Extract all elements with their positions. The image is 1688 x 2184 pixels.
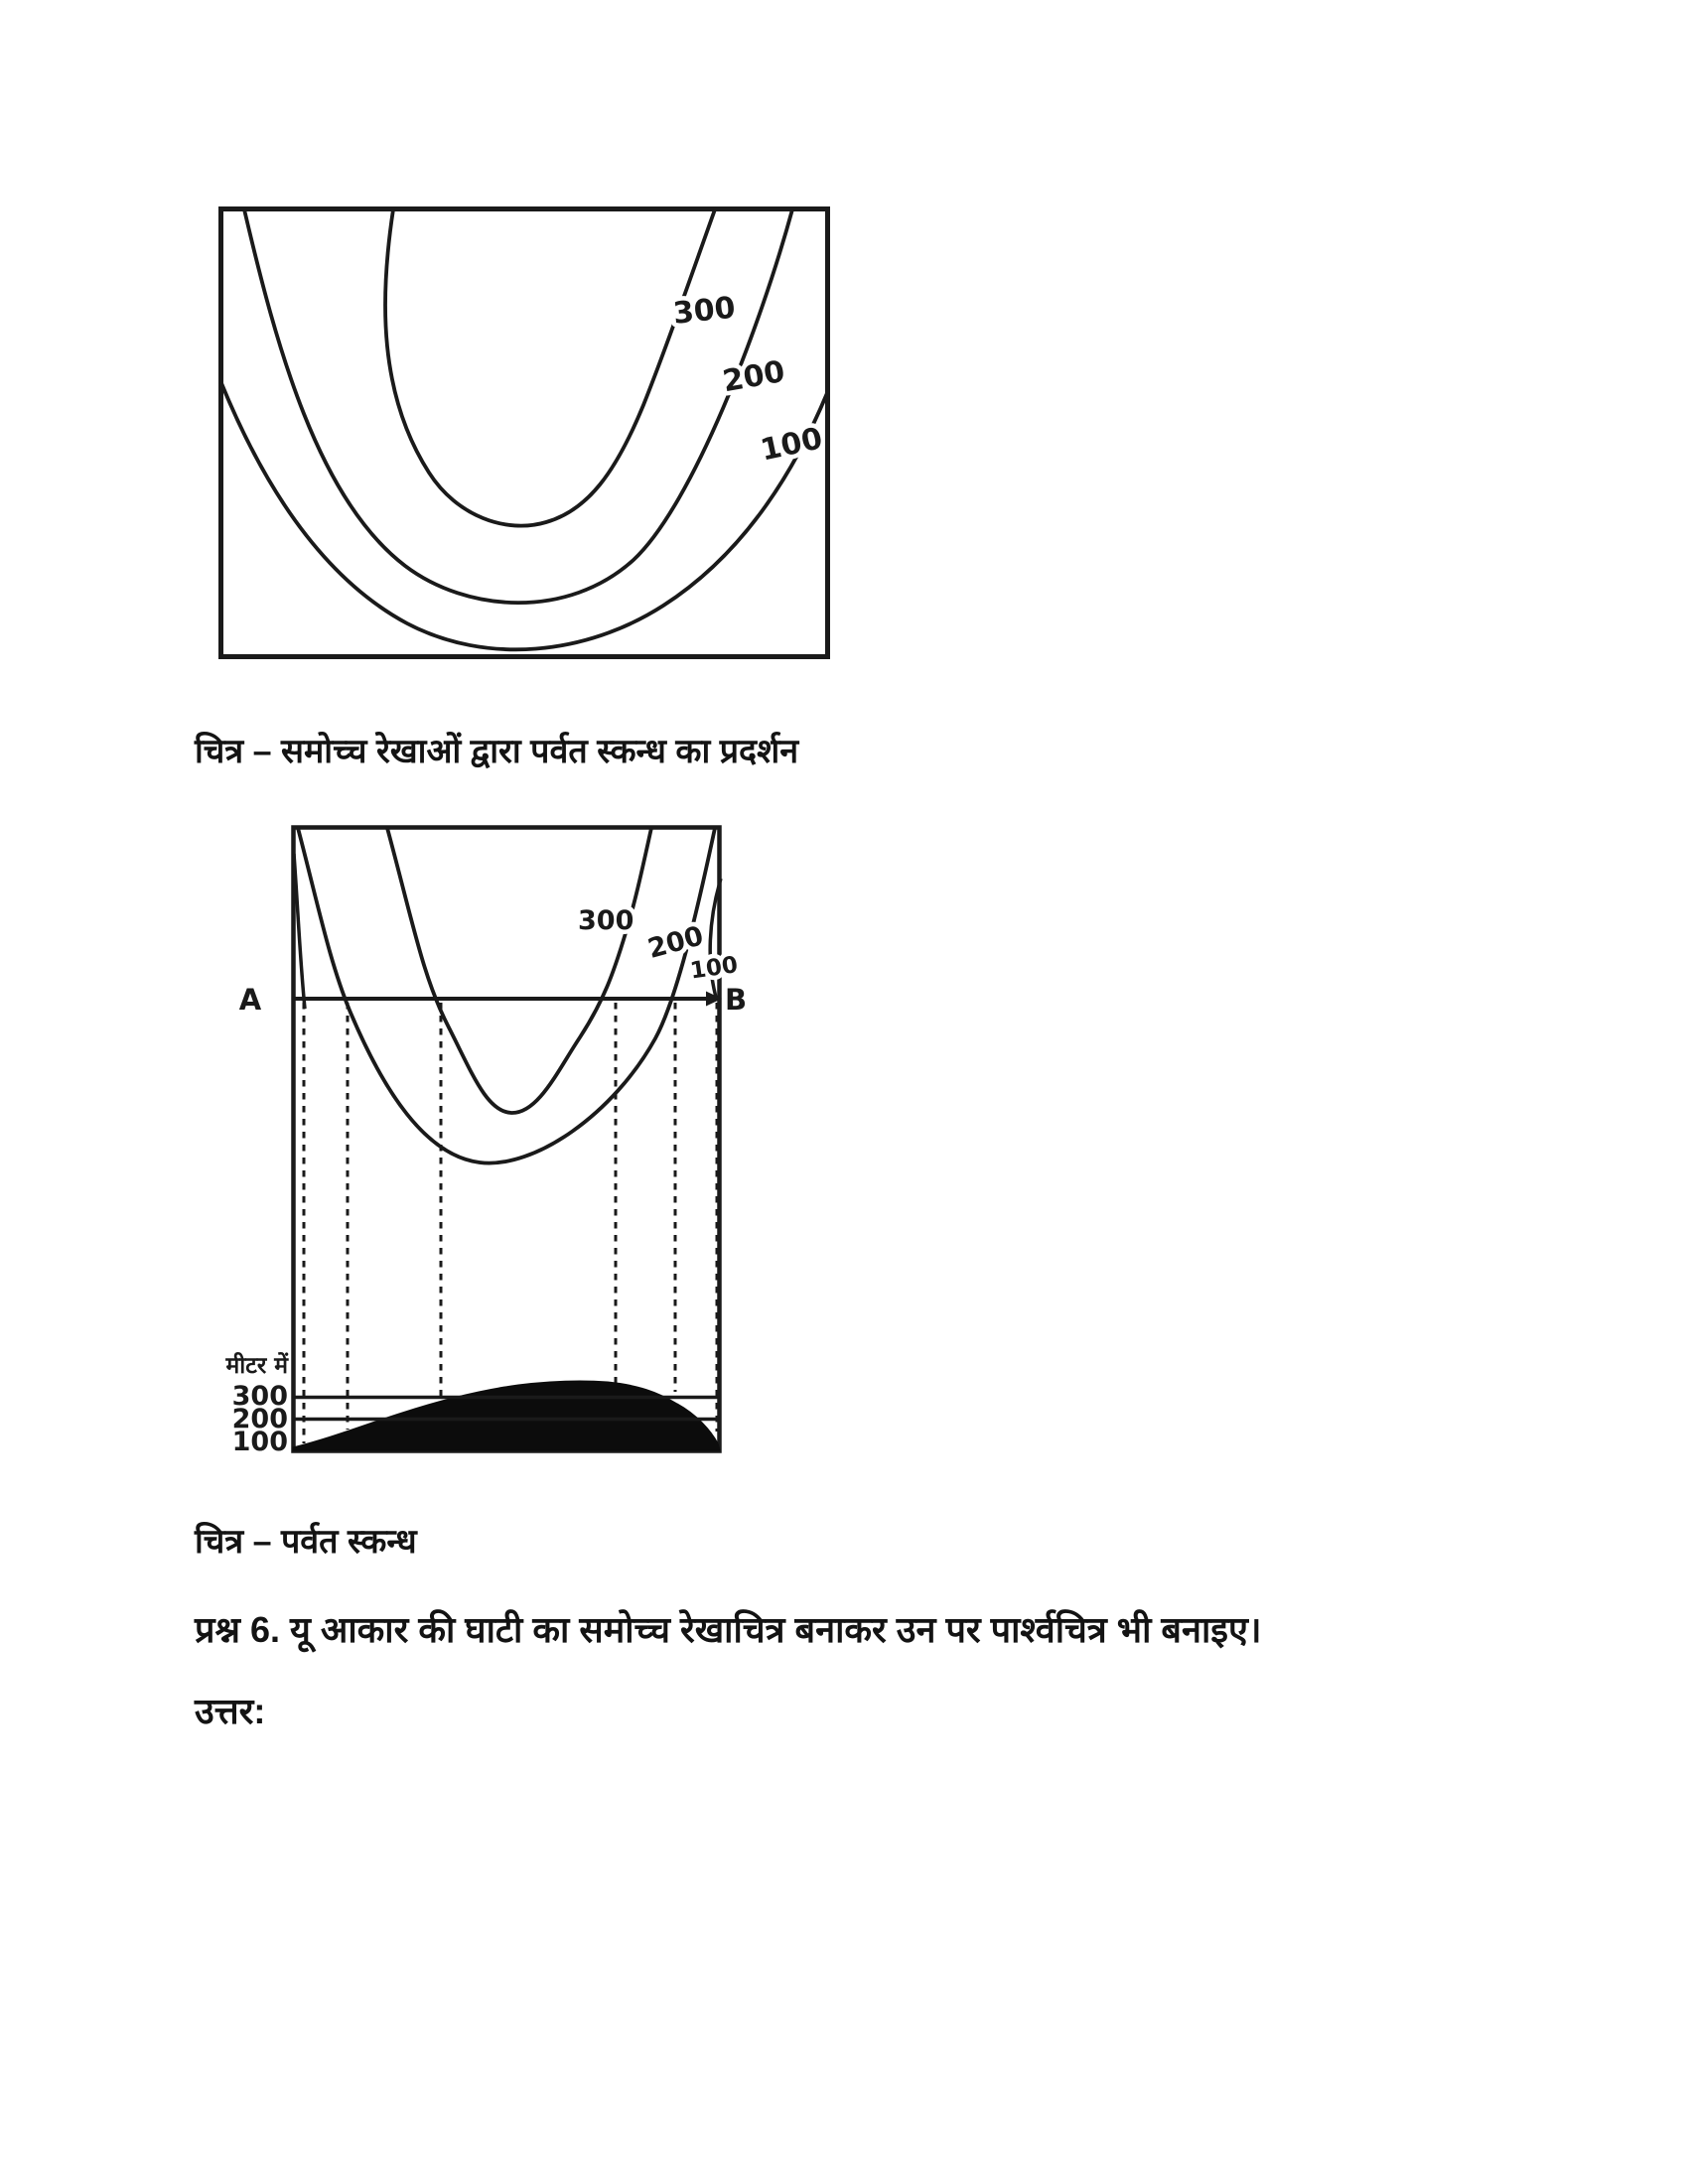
figure-contour-map-spur <box>218 206 830 659</box>
projection-dashed-lines <box>304 1003 717 1443</box>
figure-contour-profile <box>189 824 755 1459</box>
contour-line-200 <box>244 209 792 603</box>
scale-tick-200: 200 <box>231 1404 288 1434</box>
question-text: प्रश्न 6. यू आकार की घाटी का समोच्च रेखाचित्र बनाकर उन पर पार्श्वचित्र भी बनाइए। <box>195 1609 1262 1650</box>
contour-line-300 <box>387 828 651 1113</box>
contour-line-300 <box>385 209 715 526</box>
contour-label-100: 100 <box>688 952 740 985</box>
scale-tick-300: 300 <box>231 1381 288 1412</box>
contour-label-300: 300 <box>671 290 738 332</box>
contour-label-200: 200 <box>720 353 788 400</box>
scale-tick-100: 100 <box>231 1427 288 1457</box>
contour-profile-svg <box>189 824 755 1459</box>
contour-map-svg <box>218 206 830 659</box>
contour-label-300: 300 <box>578 905 634 936</box>
figure2-caption: चित्र – पर्वत स्कन्ध <box>195 1523 417 1561</box>
profile-hill-shape <box>293 1381 720 1450</box>
point-a-label: A <box>238 983 262 1017</box>
scale-unit-label: मीटर में <box>225 1353 288 1379</box>
answer-label: उत्तर: <box>195 1691 266 1731</box>
diagram-border <box>294 828 720 1451</box>
contour-label-100: 100 <box>757 421 826 469</box>
figure1-caption: चित्र – समोच्च रेखाओं द्वारा पर्वत स्कन्ध का प्रदर्शन <box>195 733 799 770</box>
point-b-label: B <box>724 983 748 1017</box>
contour-line-100 <box>221 383 827 649</box>
contour-label-200: 200 <box>644 920 707 965</box>
